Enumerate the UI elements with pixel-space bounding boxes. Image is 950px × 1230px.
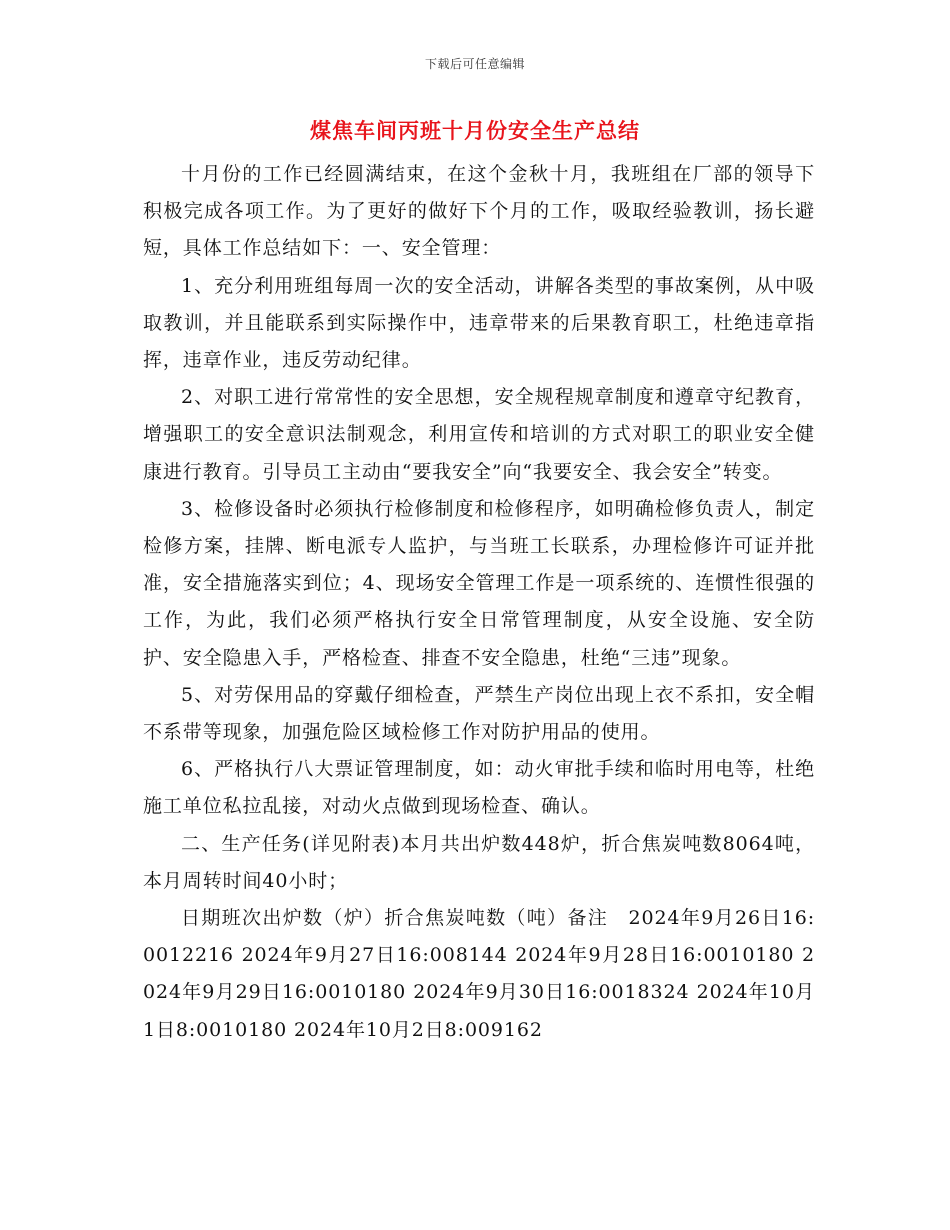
paragraph-item-1: 1、充分利用班组每周一次的安全活动，讲解各类型的事故案例，从中吸取教训，并且能联系到实际操作中，违章带来的后果教育职工，杜绝违章指挥，违章作业，违反劳动纪律。 bbox=[143, 274, 815, 372]
paragraph-item-5: 5、对劳保用品的穿戴仔细检查，严禁生产岗位出现上衣不系扣，安全帽不系带等现象，加强危险区域检修工作对防护用品的使用。 bbox=[143, 683, 815, 744]
header-note: 下载后可任意编辑 bbox=[424, 57, 525, 71]
document-title: 煤焦车间丙班十月份安全生产总结 bbox=[310, 118, 640, 143]
paragraph-production-table-text: 日期班次出炉数（炉）折合焦炭吨数（吨）备注 2024年9月26日16:0012216 2024年9月27日16:008144 2024年9月28日16:0010180 2024年9月29日16:0010180 2024年9月30日16:0018324 2024年10月1日8:0010180 2024年10月2日8:009162 bbox=[143, 907, 815, 1041]
paragraph-item-3-4: 3、检修设备时必须执行检修制度和检修程序，如明确检修负责人，制定检修方案，挂牌、断电派专人监护，与当班工长联系，办理检修许可证并批准，安全措施落实到位；4、现场安全管理工作是一项系统的、连惯性很强的工作，为此，我们必须严格执行安全日常管理制度，从安全设施、安全防护、安全隐患入手，严格检查、排查不安全隐患，杜绝“三违”现象。 bbox=[143, 497, 815, 669]
paragraph-production-task: 二、生产任务(详见附表)本月共出炉数448炉，折合焦炭吨数8064吨，本月周转时间40小时； bbox=[143, 832, 815, 892]
paragraph-intro: 十月份的工作已经圆满结束，在这个金秋十月，我班组在厂部的领导下积极完成各项工作。为了更好的做好下个月的工作，吸取经验教训，扬长避短，具体工作总结如下：一、安全管理： bbox=[143, 163, 815, 260]
paragraph-item-2: 2、对职工进行常常性的安全思想，安全规程规章制度和遵章守纪教育，增强职工的安全意识法制观念，利用宣传和培训的方式对职工的职业安全健康进行教育。引导员工主动由“要我安全”向“我要安全、我会安全”转变。 bbox=[143, 386, 815, 483]
paragraph-item-6: 6、严格执行八大票证管理制度，如：动火审批手续和临时用电等，杜绝施工单位私拉乱接，对动火点做到现场检查、确认。 bbox=[143, 758, 815, 818]
document-body bbox=[143, 156, 815, 1049]
